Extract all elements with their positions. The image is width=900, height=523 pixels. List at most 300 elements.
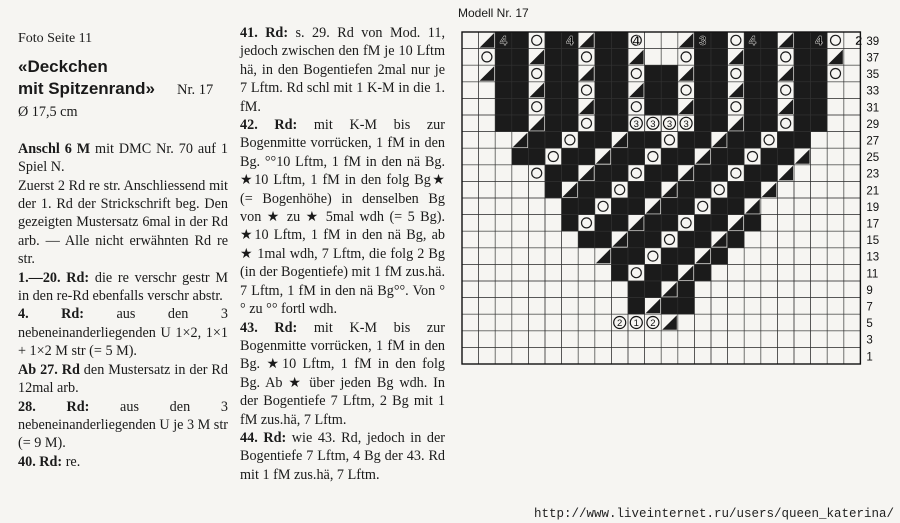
chart-cell xyxy=(462,65,479,82)
decrease-symbol xyxy=(679,99,694,114)
chart-cell xyxy=(562,347,579,364)
chart-cell xyxy=(728,231,745,248)
chart-cell xyxy=(678,347,695,364)
chart-cell xyxy=(462,264,479,281)
chart-cell xyxy=(827,82,844,99)
chart-cell xyxy=(545,248,562,265)
chart-title: Modell Nr. 17 xyxy=(458,6,529,20)
chart-row-label: 17 xyxy=(866,218,880,231)
chart-cell xyxy=(811,49,828,66)
yarn-over-symbol xyxy=(731,168,741,178)
knitting-chart xyxy=(460,28,892,373)
chart-cell xyxy=(728,314,745,331)
chart-cell xyxy=(744,215,761,232)
decrease-symbol xyxy=(778,66,793,81)
chart-cell xyxy=(761,314,778,331)
chart-cell xyxy=(761,347,778,364)
chart-cell xyxy=(462,98,479,115)
chart-cell xyxy=(728,132,745,149)
chart-cell xyxy=(811,298,828,315)
chart-cell xyxy=(512,165,529,182)
chart-cell xyxy=(761,148,778,165)
chart-cell xyxy=(711,32,728,49)
chart-cell xyxy=(562,248,579,265)
yarn-over-symbol xyxy=(598,201,608,211)
chart-cell xyxy=(811,148,828,165)
instruction-text: den Mustersatz in der Rd 12mal arb. xyxy=(18,361,228,397)
chart-cell xyxy=(645,82,662,99)
chart-cell xyxy=(728,165,745,182)
chart-cell xyxy=(794,115,811,132)
instruction-text: mit K-M bis zur Bogenmitte vorrücken, 1 fM in den Bg. ★10 Lftm, 1 fM in den folg Bg. Ab ★ über jeden Bg wdh. In der Bogentiefe 7 Lftm, 2 Bg mit 1 fM zus.hä, 7 Lftm. xyxy=(240,319,445,428)
chart-cell xyxy=(777,198,794,215)
chart-cell xyxy=(595,215,612,232)
chart-cell xyxy=(728,264,745,281)
chart-cell xyxy=(595,231,612,248)
chart-cell xyxy=(545,132,562,149)
chart-cell xyxy=(811,115,828,132)
yarn-over-symbol xyxy=(714,185,724,195)
chart-cell xyxy=(628,132,645,149)
column-2-paragraphs xyxy=(240,24,445,484)
chart-cell xyxy=(694,281,711,298)
pattern-title xyxy=(18,56,228,101)
chart-cell xyxy=(777,347,794,364)
chart-cell xyxy=(761,98,778,115)
chart-cell xyxy=(711,298,728,315)
chart-cell xyxy=(678,231,695,248)
chart-cell xyxy=(528,198,545,215)
chart-cell xyxy=(844,65,861,82)
chart-cell xyxy=(578,347,595,364)
chart-cell xyxy=(545,98,562,115)
chart-cell xyxy=(827,347,844,364)
decrease-symbol xyxy=(662,282,677,297)
chart-cell xyxy=(678,181,695,198)
chart-cell xyxy=(462,49,479,66)
yarn-over-symbol xyxy=(698,201,708,211)
chart-cell xyxy=(578,298,595,315)
chart-cell xyxy=(777,231,794,248)
chart-cell xyxy=(661,49,678,66)
chart-cell xyxy=(844,165,861,182)
chart-cell xyxy=(661,148,678,165)
yarn-over-symbol xyxy=(532,102,542,112)
instruction-paragraph xyxy=(240,429,445,484)
chart-cell xyxy=(711,264,728,281)
chart-cell xyxy=(611,264,628,281)
chart-cell xyxy=(645,215,662,232)
chart-cell xyxy=(694,264,711,281)
instruction-step-label: Anschl 6 M xyxy=(18,140,91,157)
yarn-over-symbol xyxy=(681,218,691,228)
chart-cell xyxy=(595,198,612,215)
chart-cell xyxy=(595,281,612,298)
chart-cell xyxy=(628,198,645,215)
chart-cell xyxy=(562,281,579,298)
decrease-symbol xyxy=(712,232,727,247)
instruction-step-label: 44. Rd: xyxy=(240,429,287,446)
chart-cell xyxy=(645,98,662,115)
chart-cell xyxy=(512,231,529,248)
chart-cell xyxy=(711,248,728,265)
chart-cell xyxy=(744,65,761,82)
chart-cell xyxy=(528,248,545,265)
numbered-stitch-label: 1 xyxy=(633,318,639,329)
chart-cell xyxy=(844,314,861,331)
chart-cell xyxy=(661,82,678,99)
chart-cell xyxy=(794,331,811,348)
chart-cell xyxy=(545,281,562,298)
yarn-over-symbol xyxy=(681,85,691,95)
instruction-text: wie 43. Rd, jedoch in der Bogentiefe 7 Lftm, 4 Bg der 43. Rd mit 1 fM zus.hä, 7 Lftm. xyxy=(240,429,445,483)
chart-cell xyxy=(562,165,579,182)
chart-cell xyxy=(761,264,778,281)
chart-cell xyxy=(528,32,545,49)
decrease-symbol xyxy=(729,216,744,231)
chart-cell xyxy=(628,98,645,115)
chart-cell xyxy=(562,314,579,331)
chart-cell xyxy=(611,347,628,364)
chart-cell xyxy=(578,49,595,66)
chart-cell xyxy=(777,215,794,232)
decrease-symbol xyxy=(629,216,644,231)
chart-cell xyxy=(545,215,562,232)
chart-cell xyxy=(528,132,545,149)
chart-cell xyxy=(528,148,545,165)
chart-cell xyxy=(562,98,579,115)
chart-cell xyxy=(545,198,562,215)
chart-cell xyxy=(661,298,678,315)
chart-cell xyxy=(528,264,545,281)
chart-cell xyxy=(777,181,794,198)
chart-cell xyxy=(545,181,562,198)
chart-cell xyxy=(645,264,662,281)
chart-row-label: 27 xyxy=(866,135,880,148)
chart-cell xyxy=(694,49,711,66)
decrease-symbol xyxy=(629,83,644,98)
chart-cell xyxy=(694,115,711,132)
chart-cell xyxy=(528,298,545,315)
decrease-symbol xyxy=(662,182,677,197)
chart-cell xyxy=(678,248,695,265)
yarn-over-symbol xyxy=(731,102,741,112)
chart-cell xyxy=(761,215,778,232)
chart-cell xyxy=(479,231,496,248)
chart-top-label: 4 xyxy=(748,33,757,48)
chart-cell xyxy=(479,115,496,132)
yarn-over-symbol xyxy=(582,218,592,228)
chart-cell xyxy=(462,181,479,198)
chart-cell xyxy=(645,331,662,348)
chart-row-label: 29 xyxy=(866,118,880,131)
chart-cell xyxy=(578,115,595,132)
chart-row-label: 11 xyxy=(866,268,879,281)
chart-cell xyxy=(628,281,645,298)
chart-cell xyxy=(827,231,844,248)
numbered-stitch-label: 2 xyxy=(650,318,656,329)
chart-cell xyxy=(595,165,612,182)
chart-cell xyxy=(462,298,479,315)
yarn-over-symbol xyxy=(532,168,542,178)
chart-cell xyxy=(661,132,678,149)
chart-cell xyxy=(794,264,811,281)
chart-cell xyxy=(827,115,844,132)
chart-cell xyxy=(811,331,828,348)
chart-cell xyxy=(661,248,678,265)
chart-cell xyxy=(528,331,545,348)
chart-cell xyxy=(578,181,595,198)
chart-cell xyxy=(595,298,612,315)
decrease-symbol xyxy=(745,199,760,214)
chart-cell xyxy=(794,215,811,232)
decrease-symbol xyxy=(529,83,544,98)
chart-cell xyxy=(479,165,496,182)
chart-cell xyxy=(479,198,496,215)
chart-cell xyxy=(694,198,711,215)
yarn-over-symbol xyxy=(665,235,675,245)
chart-cell xyxy=(827,264,844,281)
chart-cell xyxy=(545,115,562,132)
chart-cell xyxy=(761,165,778,182)
instruction-paragraph xyxy=(240,24,445,116)
instruction-paragraph xyxy=(18,177,228,269)
chart-cell xyxy=(794,65,811,82)
title-line-2-text: mit Spitzenrand» xyxy=(18,79,155,99)
chart-row-label: 37 xyxy=(866,52,880,65)
chart-cell xyxy=(678,331,695,348)
chart-cell xyxy=(512,65,529,82)
chart-cell xyxy=(595,32,612,49)
chart-cell xyxy=(744,98,761,115)
chart-cell xyxy=(495,98,512,115)
decrease-symbol xyxy=(480,66,495,81)
chart-cell xyxy=(479,148,496,165)
chart-cell xyxy=(678,198,695,215)
chart-cell xyxy=(661,231,678,248)
chart-cell xyxy=(844,281,861,298)
chart-cell xyxy=(595,49,612,66)
chart-top-label: 4 xyxy=(632,33,640,48)
chart-cell xyxy=(661,65,678,82)
chart-cell xyxy=(462,231,479,248)
instruction-step-label: 43. Rd: xyxy=(240,319,298,336)
chart-cell xyxy=(711,115,728,132)
chart-cell xyxy=(728,281,745,298)
chart-cell xyxy=(794,314,811,331)
chart-cell xyxy=(578,248,595,265)
instruction-paragraph xyxy=(18,269,228,306)
chart-cell xyxy=(694,98,711,115)
yarn-over-symbol xyxy=(731,35,741,45)
chart-cell xyxy=(777,314,794,331)
chart-cell xyxy=(512,115,529,132)
chart-cell xyxy=(495,148,512,165)
chart-cell xyxy=(844,181,861,198)
chart-cell xyxy=(512,248,529,265)
chart-cell xyxy=(744,331,761,348)
chart-cell xyxy=(761,82,778,99)
chart-cell xyxy=(562,331,579,348)
chart-cell xyxy=(844,148,861,165)
instruction-text: re. xyxy=(62,453,81,470)
chart-cell xyxy=(545,347,562,364)
chart-cell xyxy=(495,331,512,348)
yarn-over-symbol xyxy=(565,135,575,145)
decrease-symbol xyxy=(795,149,810,164)
chart-cell xyxy=(528,347,545,364)
decrease-symbol xyxy=(646,199,661,214)
chart-cell xyxy=(744,82,761,99)
chart-cell xyxy=(744,281,761,298)
chart-cell xyxy=(595,314,612,331)
yarn-over-symbol xyxy=(631,268,641,278)
chart-cell xyxy=(794,49,811,66)
chart-cell xyxy=(479,98,496,115)
chart-cell xyxy=(794,82,811,99)
chart-cell xyxy=(528,215,545,232)
chart-cell xyxy=(694,231,711,248)
chart-cell xyxy=(794,347,811,364)
chart-cell xyxy=(595,82,612,99)
yarn-over-symbol xyxy=(781,85,791,95)
chart-cell xyxy=(528,231,545,248)
chart-cell xyxy=(844,215,861,232)
chart-cell xyxy=(578,331,595,348)
chart-cell xyxy=(844,298,861,315)
chart-cell xyxy=(711,181,728,198)
chart-cell xyxy=(827,98,844,115)
chart-cell xyxy=(711,281,728,298)
chart-cell xyxy=(844,231,861,248)
chart-cell xyxy=(562,82,579,99)
chart-cell xyxy=(645,132,662,149)
chart-cell xyxy=(578,82,595,99)
chart-cell xyxy=(512,82,529,99)
decrease-symbol xyxy=(828,50,843,65)
chart-cell xyxy=(479,49,496,66)
chart-cell xyxy=(462,198,479,215)
chart-cell xyxy=(811,215,828,232)
chart-cell xyxy=(578,231,595,248)
instruction-text: mit DMC Nr. 70 auf 1 Spiel N. xyxy=(18,140,228,176)
decrease-symbol xyxy=(778,33,793,48)
chart-cell xyxy=(761,281,778,298)
chart-cell xyxy=(744,49,761,66)
chart-cell xyxy=(761,65,778,82)
chart-cell xyxy=(595,331,612,348)
chart-cell xyxy=(495,115,512,132)
yarn-over-symbol xyxy=(748,152,758,162)
instruction-step-label: Ab 27. Rd xyxy=(18,361,80,378)
instruction-paragraph xyxy=(18,140,228,177)
instruction-step-label: 1.—20. Rd: xyxy=(18,269,90,286)
chart-cell xyxy=(495,314,512,331)
decrease-symbol xyxy=(662,315,677,330)
chart-row-label: 3 xyxy=(866,334,873,347)
chart-cell xyxy=(744,248,761,265)
chart-cell xyxy=(661,264,678,281)
yarn-over-symbol xyxy=(648,152,658,162)
chart-cell xyxy=(628,347,645,364)
chart-cell xyxy=(761,248,778,265)
chart-cell xyxy=(512,264,529,281)
chart-row-label: 39 xyxy=(866,35,880,48)
chart-cell xyxy=(761,115,778,132)
chart-cell xyxy=(694,215,711,232)
chart-cell xyxy=(479,264,496,281)
chart-cell xyxy=(844,82,861,99)
yarn-over-symbol xyxy=(482,52,492,62)
yarn-over-symbol xyxy=(532,69,542,79)
numbered-stitch-label: 3 xyxy=(650,118,656,130)
chart-cell xyxy=(462,82,479,99)
chart-cell xyxy=(794,198,811,215)
chart-cell xyxy=(794,298,811,315)
chart-cell xyxy=(711,49,728,66)
chart-cell xyxy=(777,132,794,149)
decrease-symbol xyxy=(646,299,661,314)
instruction-step-label: 28. Rd: xyxy=(18,398,90,415)
decrease-symbol xyxy=(579,66,594,81)
chart-cell xyxy=(562,49,579,66)
chart-cell xyxy=(811,264,828,281)
chart-cell xyxy=(628,165,645,182)
chart-cell xyxy=(645,165,662,182)
decrease-symbol xyxy=(729,50,744,65)
chart-cell xyxy=(811,314,828,331)
chart-cell xyxy=(578,132,595,149)
chart-cell xyxy=(794,248,811,265)
chart-cell xyxy=(479,215,496,232)
yarn-over-symbol xyxy=(631,102,641,112)
chart-cell xyxy=(711,314,728,331)
yarn-over-symbol xyxy=(764,135,774,145)
chart-cell xyxy=(728,65,745,82)
chart-cell xyxy=(777,298,794,315)
chart-cell xyxy=(811,248,828,265)
chart-row-label: 23 xyxy=(866,168,880,181)
chart-cell xyxy=(495,65,512,82)
chart-cell xyxy=(479,314,496,331)
chart-top-label: 2 xyxy=(855,33,863,48)
chart-cell xyxy=(827,298,844,315)
yarn-over-symbol xyxy=(631,168,641,178)
chart-cell xyxy=(694,298,711,315)
chart-cell xyxy=(562,231,579,248)
chart-cell xyxy=(761,49,778,66)
chart-cell xyxy=(761,331,778,348)
chart-cell xyxy=(694,314,711,331)
chart-cell xyxy=(694,347,711,364)
instruction-paragraph xyxy=(18,361,228,398)
chart-cell xyxy=(694,65,711,82)
chart-cell xyxy=(811,347,828,364)
chart-cell xyxy=(794,32,811,49)
chart-cell xyxy=(827,331,844,348)
pattern-number: Nr. 17 xyxy=(176,82,214,99)
chart-cell xyxy=(512,347,529,364)
chart-cell xyxy=(512,314,529,331)
chart-cell xyxy=(777,331,794,348)
chart-cell xyxy=(827,314,844,331)
chart-cell xyxy=(678,215,695,232)
decrease-symbol xyxy=(579,166,594,181)
chart-cell xyxy=(495,248,512,265)
chart-cell xyxy=(611,98,628,115)
chart-cell xyxy=(661,331,678,348)
chart-cell xyxy=(844,115,861,132)
